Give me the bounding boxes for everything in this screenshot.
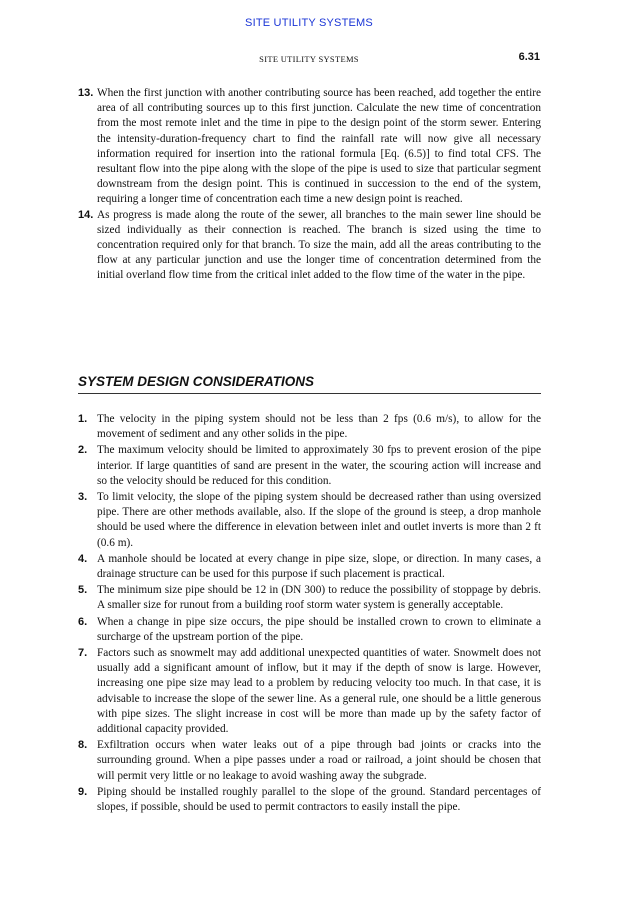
item-number: 6.: [78, 615, 88, 628]
item-number: 9.: [78, 785, 88, 798]
item-number: 8.: [78, 739, 88, 752]
item-number: 4.: [78, 552, 88, 565]
item-number: 2.: [78, 444, 88, 457]
list-item: [78, 412, 541, 442]
item-number: 7.: [78, 647, 88, 660]
section-heading: SYSTEM DESIGN CONSIDERATIONS: [78, 374, 315, 389]
list-item: [78, 208, 541, 284]
list-item: [78, 583, 541, 613]
item-number: 3.: [78, 491, 88, 504]
item-text: To limit velocity, the slope of the piping system should be decreased rather than using oversized pipe. There are other methods available, also. If the slope of the ground is steep, a drop manhole should be used where the difference in elevation between inlet and outlet inverts is more than 2 ft (0.6 m).: [97, 491, 541, 549]
section-divider: [78, 393, 541, 394]
item-number: 1.: [78, 413, 88, 425]
item-text: The maximum velocity should be limited to approximately 30 fps to prevent erosion of the pipe interior. If large quantities of sand are present in the water, the scouring action will increase and so the velocity should be reduced for this condition.: [97, 444, 541, 487]
item-text: The velocity in the piping system should not be less than 2 fps (0.6 m/s), to allow for the movement of sediment and any other solids in the pipe.: [97, 413, 541, 441]
item-text: As progress is made along the route of the sewer, all branches to the main sewer line should be sized individually as their connection is reached. The branch is sized using the time to concentration required only for that branch. To size the main, add all the areas contributing to the flow at any particular junction and use the longer time of concentration determined from the initial overland flow time from the critical inlet added to the flow time of the water in the pipe.: [97, 208, 541, 282]
item-text: Exfiltration occurs when water leaks out of a pipe through bad joints or cracks into the surrounding ground. When a pipe passes under a road or railroad, a joint should be chosen that will permit very little or no leakage to avoid washing away the subgrade.: [97, 739, 541, 782]
page-number: 6.31: [518, 51, 540, 63]
procedure-steps-list: [78, 86, 541, 284]
list-item: [78, 646, 541, 737]
design-considerations-list: [78, 412, 541, 816]
list-item: [78, 86, 541, 208]
item-text: When the first junction with another contributing source has been reached, add together the entire area of all contributing sources up to this first junction. Calculate the new time of concentration from the most remote inlet and the time in pipe to the design point of the storm sewer. Entering the intensity-duration-frequency chart to find the rainfall rate will now give all necessary information required for insertion into the rational formula [Eq. (6.5)] to find total CFS. The resultant flow into the pipe along with the slope of the pipe is used to size that particular segment downstream from the design point. This is continued in succession to the end of the system, requiring a longer time of concentration each time a new design point is reached.: [97, 87, 541, 206]
running-head: SITE UTILITY SYSTEMS: [259, 54, 359, 64]
list-item: [78, 785, 541, 815]
list-item: [78, 490, 541, 551]
item-text: When a change in pipe size occurs, the pipe should be installed crown to crown to eliminate a surcharge of the upstream portion of the pipe.: [97, 615, 541, 643]
item-text: Piping should be installed roughly parallel to the slope of the ground. Standard percentages of slopes, if possible, should be used to permit contractors to easily install the pipe.: [97, 785, 541, 814]
list-item: [78, 615, 541, 645]
item-number: 13.: [78, 87, 94, 99]
item-number: 14.: [78, 208, 94, 221]
item-number: 5.: [78, 584, 88, 597]
list-item: [78, 443, 541, 489]
item-text: The minimum size pipe should be 12 in (DN 300) to reduce the possibility of stoppage by debris. A smaller size for runout from a building roof storm water system is generally acceptable.: [97, 584, 541, 612]
item-text: Factors such as snowmelt may add additional unexpected quantities of water. Snowmelt does not usually add a significant amount of inflow, but it may if the depth of snow is large. However, increasing one pipe size may lead to a problem by reducing velocity too much. In that case, it is advisable to increase the slope of the sewer line. As a general rule, one should be a little generous with pipe sizes. The slight increase in cost will be more than made up by the safety factor of additional capacity provided.: [97, 647, 541, 736]
banner-title: SITE UTILITY SYSTEMS: [245, 17, 373, 29]
item-text: A manhole should be located at every change in pipe size, slope, or direction. In many cases, a drainage structure can be used for this purpose if such placement is practical.: [97, 552, 541, 581]
list-item: [78, 552, 541, 582]
list-item: [78, 738, 541, 784]
